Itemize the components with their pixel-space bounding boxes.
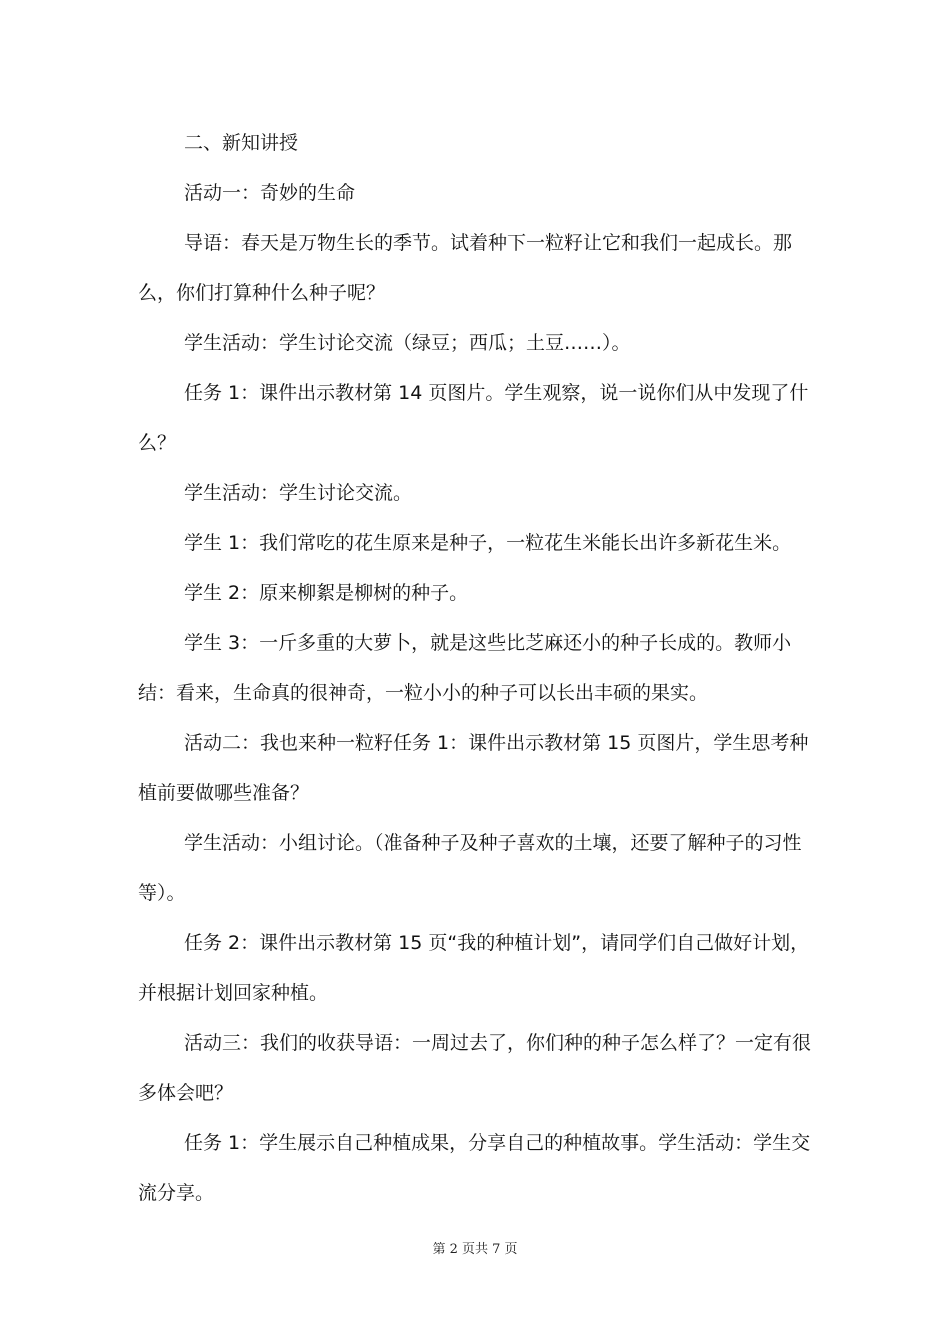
paragraph: 学生活动：学生讨论交流（绿豆；西瓜；土豆……）。 [184, 332, 631, 354]
paragraph: 活动二：我也来种一粒籽任务 1：课件出示教材第 15 页图片，学生思考种植前要做哪些准备？ [138, 732, 809, 804]
paragraph: 学生活动：学生讨论交流。 [184, 482, 413, 504]
section-heading: 二、新知讲授 [184, 132, 299, 154]
paragraph: 学生活动：小组讨论。（准备种子及种子喜欢的土壤，还要了解种子的习性等）。 [138, 832, 802, 904]
paragraph: 任务 1：学生展示自己种植成果，分享自己的种植故事。学生活动：学生交流分享。 [138, 1132, 811, 1204]
paragraph: 学生 1：我们常吃的花生原来是种子，一粒花生米能长出许多新花生米。 [184, 532, 792, 554]
activity-heading: 活动一：奇妙的生命 [184, 182, 356, 204]
paragraph: 导语：春天是万物生长的季节。试着种下一粒籽让它和我们一起成长。那么，你们打算种什么种子呢？ [138, 232, 793, 304]
paragraph: 活动三：我们的收获导语：一周过去了，你们种的种子怎么样了？一定有很多体会吧？ [138, 1032, 812, 1104]
paragraph: 学生 2：原来柳絮是柳树的种子。 [184, 582, 469, 604]
paragraph: 任务 2：课件出示教材第 15 页“我的种植计划”，请同学们自己做好计划，并根据计划回家种植。 [138, 932, 810, 1004]
paragraph: 任务 1：课件出示教材第 14 页图片。学生观察，说一说你们从中发现了什么？ [138, 382, 809, 454]
paragraph: 学生 3：一斤多重的大萝卜，就是这些比芝麻还小的种子长成的。教师小结：看来，生命真的很神奇，一粒小小的种子可以长出丰硕的果实。 [138, 632, 792, 704]
document-body [138, 118, 818, 1218]
page-number-footer: 第 2 页共 7 页 [432, 1242, 518, 1257]
